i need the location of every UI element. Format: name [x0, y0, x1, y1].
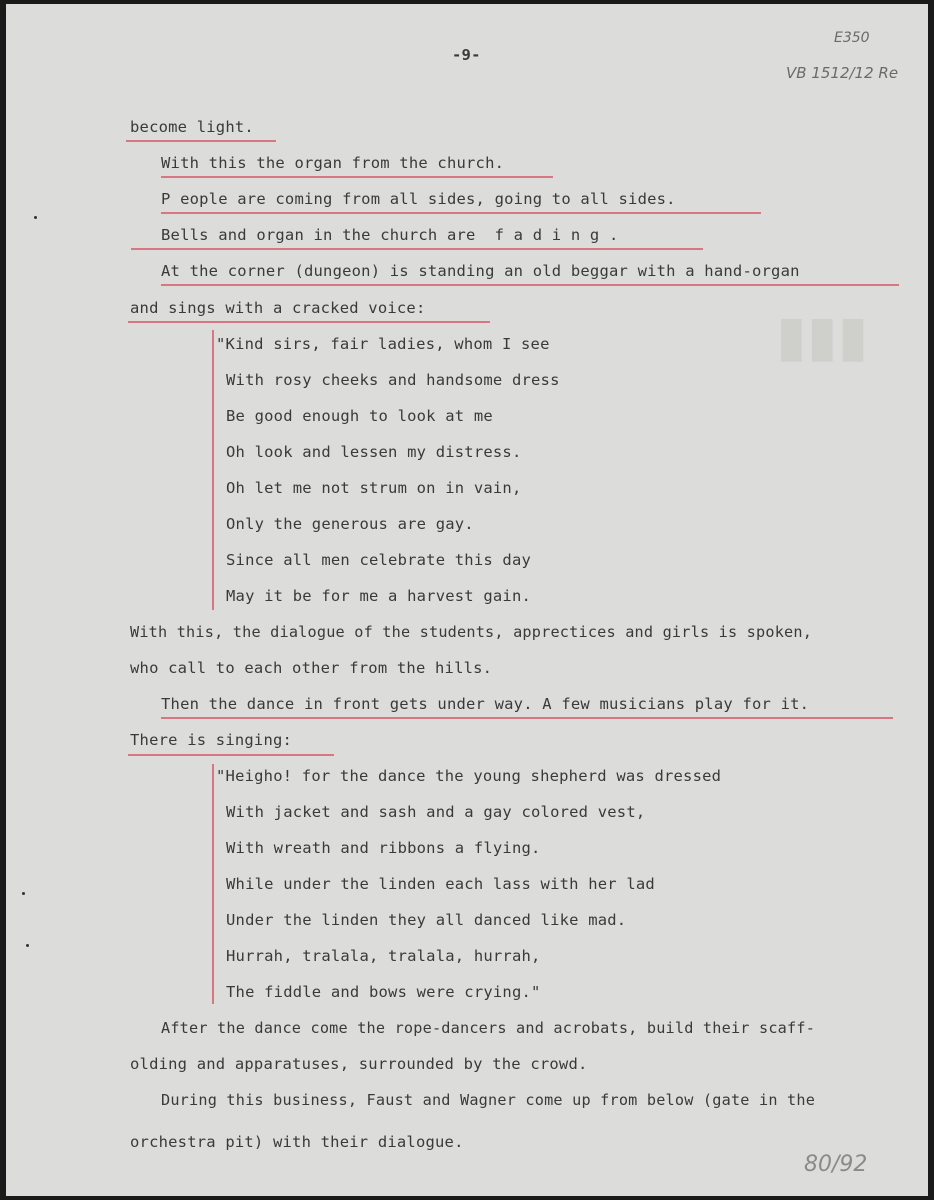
- margin-speck: [26, 944, 29, 947]
- song-line: Oh let me not strum on in vain,: [226, 479, 522, 497]
- song-line: May it be for me a harvest gain.: [226, 587, 532, 605]
- song-line: The fiddle and bows were crying.": [226, 983, 541, 1001]
- text-line: orchestra pit) with their dialogue.: [130, 1133, 464, 1151]
- song-line: With jacket and sash and a gay colored vest,: [226, 803, 646, 821]
- song-line: Hurrah, tralala, tralala, hurrah,: [226, 947, 541, 965]
- text-line: During this business, Faust and Wagner come up from below (gate in the: [161, 1091, 816, 1109]
- text-line: who call to each other from the hills.: [130, 659, 493, 677]
- text-line: After the dance come the rope-dancers and acrobats, build their scaff-: [161, 1019, 816, 1037]
- song-line: "Kind sirs, fair ladies, whom I see: [216, 335, 550, 353]
- typewritten-page: [6, 4, 928, 1196]
- catalog-number-annotation: VB 1512/12 Re: [786, 64, 899, 82]
- song-line: With wreath and ribbons a flying.: [226, 839, 541, 857]
- red-underline: [161, 284, 899, 286]
- folio-annotation: 80/92: [804, 1152, 868, 1177]
- red-margin-bar: [212, 764, 214, 1004]
- red-underline: [161, 717, 893, 719]
- text-line: and sings with a cracked voice:: [130, 299, 426, 317]
- page-number: -9-: [452, 46, 481, 64]
- archive-code-annotation: E350: [834, 30, 870, 46]
- song-line: Only the generous are gay.: [226, 515, 474, 533]
- red-underline: [161, 176, 553, 178]
- song-line: While under the linden each lass with her lad: [226, 875, 655, 893]
- text-line: Bells and organ in the church are f a d i n g .: [161, 226, 619, 244]
- background-stamp-mark: ▮▮▮: [776, 304, 869, 369]
- text-line: With this, the dialogue of the students, apprectices and girls is spoken,: [130, 623, 813, 641]
- text-line: become light.: [130, 118, 254, 136]
- margin-speck: [22, 892, 25, 895]
- text-line: olding and apparatuses, surrounded by the crowd.: [130, 1055, 588, 1073]
- song-line: Since all men celebrate this day: [226, 551, 532, 569]
- red-underline: [128, 321, 490, 323]
- red-underline: [126, 140, 276, 142]
- margin-speck: [34, 216, 37, 219]
- text-line: There is singing:: [130, 731, 293, 749]
- song-line: "Heigho! for the dance the young shepherd was dressed: [216, 767, 722, 785]
- text-line: At the corner (dungeon) is standing an old beggar with a hand-organ: [161, 262, 800, 280]
- text-line: With this the organ from the church.: [161, 154, 505, 172]
- song-line: Under the linden they all danced like mad.: [226, 911, 627, 929]
- song-line: Be good enough to look at me: [226, 407, 493, 425]
- red-underline: [128, 754, 334, 756]
- song-line: With rosy cheeks and handsome dress: [226, 371, 560, 389]
- text-line: P eople are coming from all sides, going to all sides.: [161, 190, 676, 208]
- red-margin-bar: [212, 330, 214, 610]
- text-line: Then the dance in front gets under way. A few musicians play for it.: [161, 695, 810, 713]
- red-underline: [161, 212, 761, 214]
- red-underline: [131, 248, 703, 250]
- song-line: Oh look and lessen my distress.: [226, 443, 522, 461]
